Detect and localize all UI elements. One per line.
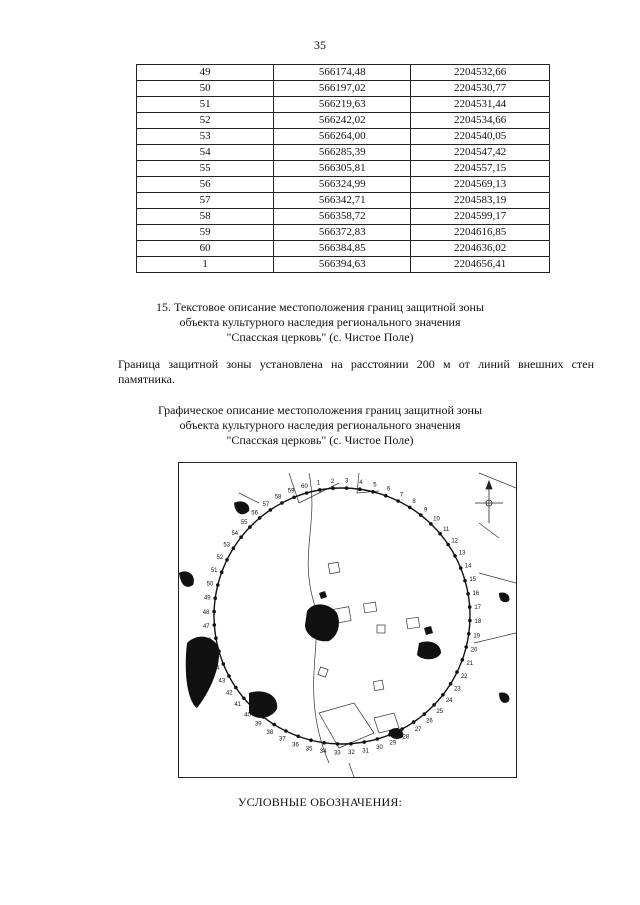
boundary-point-marker [227, 674, 231, 678]
table-row [137, 161, 550, 177]
y-coordinate-cell: 2204531,44 [411, 97, 550, 113]
boundary-point-label: 32 [348, 750, 355, 757]
section-title [0, 300, 640, 345]
boundary-point-marker [466, 592, 470, 596]
graphic-title [0, 403, 640, 448]
boundary-point-marker [258, 516, 262, 520]
boundary-point-marker [213, 596, 217, 600]
point-number-cell: 53 [137, 129, 274, 145]
boundary-point-label: 13 [458, 550, 466, 557]
boundary-point-marker [251, 706, 255, 710]
boundary-point-label: 57 [262, 501, 270, 508]
boundary-point-label: 12 [451, 538, 459, 545]
x-coordinate-cell: 566394,63 [274, 257, 411, 273]
x-coordinate-cell: 566285,39 [274, 145, 411, 161]
table-row [137, 257, 550, 273]
table-row [137, 81, 550, 97]
boundary-point-marker [432, 703, 436, 707]
boundary-point-marker [371, 490, 375, 494]
x-coordinate-cell: 566372,83 [274, 225, 411, 241]
point-number-cell: 59 [137, 225, 274, 241]
boundary-point-marker [468, 605, 472, 609]
boundary-point-marker [362, 740, 366, 744]
boundary-point-marker [376, 737, 380, 741]
y-coordinate-cell: 2204599,17 [411, 209, 550, 225]
boundary-point-marker [459, 566, 463, 570]
boundary-point-label: 48 [202, 609, 210, 616]
boundary-point-label: 41 [234, 701, 242, 708]
graphic-title-line-2: объекта культурного наследия регионального значения [179, 418, 461, 432]
boundary-point-marker [467, 632, 471, 636]
table-row [137, 225, 550, 241]
boundary-point-label: 7 [399, 492, 404, 499]
boundary-point-marker [449, 682, 453, 686]
x-coordinate-cell: 566342,71 [274, 193, 411, 209]
table-row [137, 129, 550, 145]
boundary-point-label: 36 [292, 742, 299, 749]
boundary-point-marker [446, 543, 450, 547]
boundary-point-marker [292, 496, 296, 500]
boundary-point-label: 1 [316, 480, 321, 487]
x-coordinate-cell: 566242,02 [274, 113, 411, 129]
boundary-point-marker [419, 513, 423, 517]
boundary-point-label: 56 [251, 510, 258, 517]
y-coordinate-cell: 2204534,66 [411, 113, 550, 129]
boundary-point-marker [248, 525, 252, 529]
boundary-point-marker [349, 742, 353, 746]
boundary-point-marker [423, 712, 427, 716]
y-coordinate-cell: 2204532,66 [411, 65, 550, 81]
table-row [137, 113, 550, 129]
boundary-point-label: 58 [274, 494, 282, 501]
x-coordinate-cell: 566305,81 [274, 161, 411, 177]
boundary-point-marker [358, 487, 362, 491]
boundary-point-label: 20 [470, 647, 478, 654]
table-row [137, 177, 550, 193]
boundary-point-label: 52 [216, 554, 224, 561]
boundary-point-label: 42 [225, 690, 233, 697]
boundary-point-marker [455, 670, 459, 674]
boundary-point-marker [429, 522, 433, 526]
boundary-point-label: 4 [359, 479, 363, 486]
table-row [137, 65, 550, 81]
boundary-point-label: 22 [460, 674, 468, 681]
point-number-cell: 51 [137, 97, 274, 113]
point-number-cell: 55 [137, 161, 274, 177]
section-title-line-2: объекта культурного наследия регионального значения [179, 315, 461, 329]
boundary-point-label: 27 [414, 727, 422, 734]
boundary-point-marker [234, 686, 238, 690]
boundary-point-label: 5 [373, 482, 377, 489]
boundary-point-marker [232, 546, 236, 550]
boundary-point-marker [453, 554, 457, 558]
boundary-point-label: 39 [254, 721, 262, 728]
boundary-point-label: 35 [305, 746, 313, 753]
boundary-point-marker [336, 742, 340, 746]
protection-zone-map [178, 462, 517, 778]
boundary-point-label: 50 [206, 581, 214, 588]
boundary-point-label: 59 [287, 488, 295, 495]
x-coordinate-cell: 566219,63 [274, 97, 411, 113]
map-dark-areas [179, 501, 509, 739]
boundary-point-label: 46 [204, 638, 212, 645]
boundary-point-label: 10 [433, 516, 440, 523]
boundary-point-marker [384, 494, 388, 498]
boundary-point-marker [280, 501, 284, 505]
boundary-point-label: 24 [445, 698, 453, 705]
point-number-cell: 54 [137, 145, 274, 161]
boundary-point-label: 38 [266, 729, 274, 736]
boundary-point-label: 33 [333, 750, 341, 757]
boundary-point-label: 9 [424, 507, 428, 514]
boundary-point-marker [305, 491, 309, 495]
boundary-point-label: 44 [212, 665, 220, 672]
x-coordinate-cell: 566174,48 [274, 65, 411, 81]
boundary-point-label: 55 [240, 520, 248, 526]
boundary-point-marker [269, 508, 273, 512]
boundary-point-label: 16 [472, 590, 480, 597]
y-coordinate-cell: 2204636,02 [411, 241, 550, 257]
boundary-point-marker [322, 741, 326, 745]
boundary-point-marker [216, 583, 220, 587]
boundary-point-label: 19 [473, 633, 481, 640]
boundary-point-label: 31 [362, 748, 369, 755]
boundary-point-marker [222, 662, 226, 666]
boundary-point-marker [438, 532, 442, 536]
graphic-title-line-3: "Спасская церковь" (с. Чистое Поле) [226, 433, 414, 447]
x-coordinate-cell: 566197,02 [274, 81, 411, 97]
boundary-point-label: 6 [386, 486, 391, 493]
table-row [137, 97, 550, 113]
boundary-point-marker [242, 697, 246, 701]
boundary-point-label: 45 [207, 652, 215, 658]
boundary-point-marker [400, 727, 404, 731]
coordinates-table [136, 64, 550, 273]
boundary-point-label: 11 [443, 527, 450, 534]
boundary-point-label: 47 [202, 624, 210, 630]
y-coordinate-cell: 2204583,19 [411, 193, 550, 209]
boundary-point-label: 17 [474, 605, 482, 611]
boundary-point-label: 60 [301, 483, 308, 490]
boundary-point-marker [261, 715, 265, 719]
boundary-point-marker [441, 693, 445, 697]
legend-title: УСЛОВНЫЕ ОБОЗНАЧЕНИЯ: [237, 795, 403, 809]
boundary-point-label: 37 [279, 736, 286, 743]
boundary-point-marker [464, 645, 468, 649]
boundary-point-marker [220, 570, 224, 574]
x-coordinate-cell: 566324,99 [274, 177, 411, 193]
point-number-cell: 57 [137, 193, 274, 209]
boundary-point-marker [225, 558, 229, 562]
boundary-point-marker [463, 579, 467, 583]
boundary-point-label: 28 [402, 734, 410, 741]
boundary-point-marker [461, 658, 465, 662]
point-number-cell: 1 [137, 257, 274, 273]
y-coordinate-cell: 2204557,15 [411, 161, 550, 177]
boundary-point-label: 15 [469, 577, 477, 583]
protection-zone-boundary [203, 479, 482, 757]
boundary-point-marker [284, 729, 288, 733]
point-number-cell: 49 [137, 65, 274, 81]
boundary-point-label: 2 [330, 478, 335, 485]
boundary-point-marker [331, 487, 335, 491]
boundary-point-marker [345, 486, 349, 490]
table-row [137, 209, 550, 225]
point-number-cell: 56 [137, 177, 274, 193]
table-row [137, 193, 550, 209]
y-coordinate-cell: 2204547,42 [411, 145, 550, 161]
x-coordinate-cell: 566384,85 [274, 241, 411, 257]
boundary-point-marker [388, 733, 392, 737]
boundary-point-label: 34 [319, 749, 327, 756]
boundary-point-marker [217, 650, 221, 654]
point-number-cell: 52 [137, 113, 274, 129]
boundary-point-label: 26 [426, 718, 433, 725]
boundary-point-marker [468, 619, 472, 623]
boundary-point-label: 23 [453, 686, 461, 693]
boundary-point-marker [239, 535, 243, 539]
boundary-point-label: 21 [466, 661, 474, 667]
y-coordinate-cell: 2204656,41 [411, 257, 550, 273]
boundary-point-marker [214, 636, 218, 640]
boundary-point-label: 51 [210, 568, 218, 574]
boundary-point-label: 54 [231, 530, 239, 537]
boundary-point-label: 53 [223, 542, 231, 549]
section-title-line-1: 15. Текстовое описание местоположения границ защитной зоны [156, 300, 484, 314]
boundary-point-marker [412, 720, 416, 724]
boundary-point-label: 14 [464, 563, 472, 570]
north-arrow [475, 481, 503, 523]
y-coordinate-cell: 2204616,85 [411, 225, 550, 241]
boundary-point-label: 25 [436, 709, 444, 715]
boundary-point-marker [318, 488, 322, 492]
graphic-title-line-1: Графическое описание местоположения границ защитной зоны [157, 403, 483, 417]
boundary-point-label: 3 [345, 478, 349, 485]
point-number-cell: 58 [137, 209, 274, 225]
boundary-point-label: 8 [412, 499, 416, 506]
y-coordinate-cell: 2204540,05 [411, 129, 550, 145]
table-row [137, 241, 550, 257]
boundary-point-marker [296, 735, 300, 739]
x-coordinate-cell: 566358,72 [274, 209, 411, 225]
boundary-point-label: 49 [203, 595, 211, 602]
boundary-point-label: 40 [244, 712, 251, 719]
table-row [137, 145, 550, 161]
boundary-point-marker [213, 623, 217, 627]
boundary-point-marker [408, 506, 412, 510]
map-drawing [179, 463, 516, 777]
section-title-line-3: "Спасская церковь" (с. Чистое Поле) [226, 330, 414, 344]
point-number-cell: 60 [137, 241, 274, 257]
y-coordinate-cell: 2204530,77 [411, 81, 550, 97]
boundary-point-label: 29 [389, 740, 397, 747]
y-coordinate-cell: 2204569,13 [411, 177, 550, 193]
point-number-cell: 50 [137, 81, 274, 97]
page-number: 35 [314, 38, 326, 52]
x-coordinate-cell: 566264,00 [274, 129, 411, 145]
boundary-point-label: 43 [218, 678, 226, 685]
boundary-point-marker [396, 499, 400, 503]
boundary-paragraph: Граница защитной зоны установлена на расстоянии 200 м от линий внешних стен памятника. [118, 357, 594, 386]
boundary-point-marker [212, 610, 216, 614]
boundary-point-marker [309, 738, 313, 742]
boundary-point-label: 30 [376, 745, 383, 752]
boundary-point-marker [272, 723, 276, 727]
boundary-point-label: 18 [474, 619, 482, 626]
